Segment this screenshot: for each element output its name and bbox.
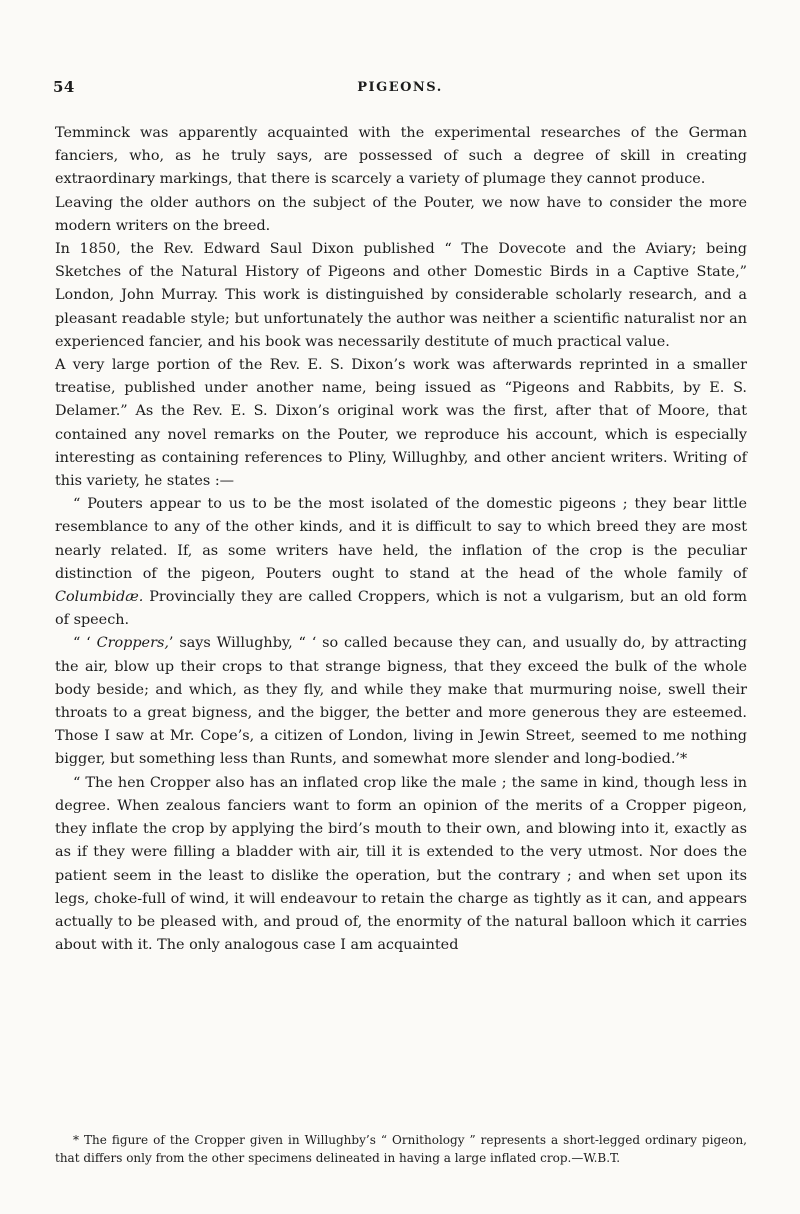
page-header — [53, 78, 747, 102]
paragraph-dixon-1850: In 1850, the Rev. Edward Saul Dixon published “ The Dovecote and the Aviary; being Sketches of the Natural History of Pigeons and other Domestic Birds in a Captive State,” London, John Murray. This work is distinguished by considerable scholarly research, and a pleasant readable style; but unfortunately the author was neither a scientific naturalist nor an experienced fancier, and his book was necessarily destitute of much practical value. — [55, 241, 747, 350]
quote-pouters-text: “ Pouters appear to us to be the most isolated of the domestic pigeons ; they bear little resemblance to any of the other kinds, and it is difficult to say to which breed they are most nearly related. If, as some writers have held, the inflation of the crop is the peculiar distinction of the pigeon, Pouters ought to stand at the head of the whole family of — [55, 496, 747, 582]
paragraph-delamer: A very large portion of the Rev. E. S. Dixon’s work was afterwards reprinted in a smaller treatise, published under another name, being issued as “Pigeons and Rabbits, by E. S. Delamer.” As the Rev. E. S. Dixon’s original work was the first, after that of Moore, that contained any novel remarks on the Pouter, we reproduce his account, which is especially interesting as containing references to Pliny, Willughby, and other ancient writers. Writing of this variety, he states :— — [55, 357, 747, 490]
body-text — [55, 122, 747, 957]
quote-willughby-open: “ ‘ — [73, 635, 97, 652]
quote-willughby — [55, 632, 747, 771]
quote-pouters-end: Provincially they are called Croppers, which is not a vulgarism, but an old form of speech. — [55, 589, 747, 629]
footnote: * The figure of the Cropper given in Willughby’s “ Ornithology ” represents a short-legged ordinary pigeon, that differs only from the other specimens delineated in having a large inflated crop.—W.B.T. — [55, 1133, 747, 1165]
quote-pouters — [55, 493, 747, 632]
page-number: 54 — [53, 78, 75, 96]
paragraph-modern-writers: Leaving the older authors on the subject of the Pouter, we now have to consider the more modern writers on the breed. — [55, 194, 747, 234]
columbidae-italic: Columbidæ. — [55, 589, 144, 606]
running-title: PIGEONS. — [357, 80, 443, 95]
paragraph-temminck: Temminck was apparently acquainted with the experimental researches of the German fanciers, who, as he truly says, are possessed of such a degree of skill in creating extraordinary markings, that there is scarcely a variety of plumage they cannot produce. — [55, 125, 747, 188]
quote-hen-cropper: “ The hen Cropper also has an inflated crop like the male ; the same in kind, though less in degree. When zealous fanciers want to form an opinion of the merits of a Cropper pigeon, they inflate the crop by applying the bird’s mouth to their own, and blowing into it, exactly as as if they were filling a bladder with air, till it is extended to the very utmost. Nor does the patient seem in the least to dislike the operation, but the contrary ; and when set upon its legs, choke-full of wind, it will endeavour to retain the charge as tightly as it can, and appears actually to be pleased with, and proud of, the enormity of the natural balloon which it carries about with it. The only analogous case I am acquainted — [55, 774, 747, 954]
quote-willughby-text: ’ says Willughby, “ ‘ so called because they can, and usually do, by attracting the air, blow up their crops to that strange bigness, that they exceed the bulk of the whole body beside; and which, as they fly, and while they make that murmuring noise, swell their throats to a great bigness, and the bigger, the better and more generous they are esteemed. Those I saw at Mr. Cope’s, a citizen of London, living in Jewin Street, seemed to me nothing bigger, but something less than Runts, and somewhat more slender and long-bodied.’* — [55, 635, 747, 768]
croppers-italic: Croppers, — [96, 635, 169, 652]
